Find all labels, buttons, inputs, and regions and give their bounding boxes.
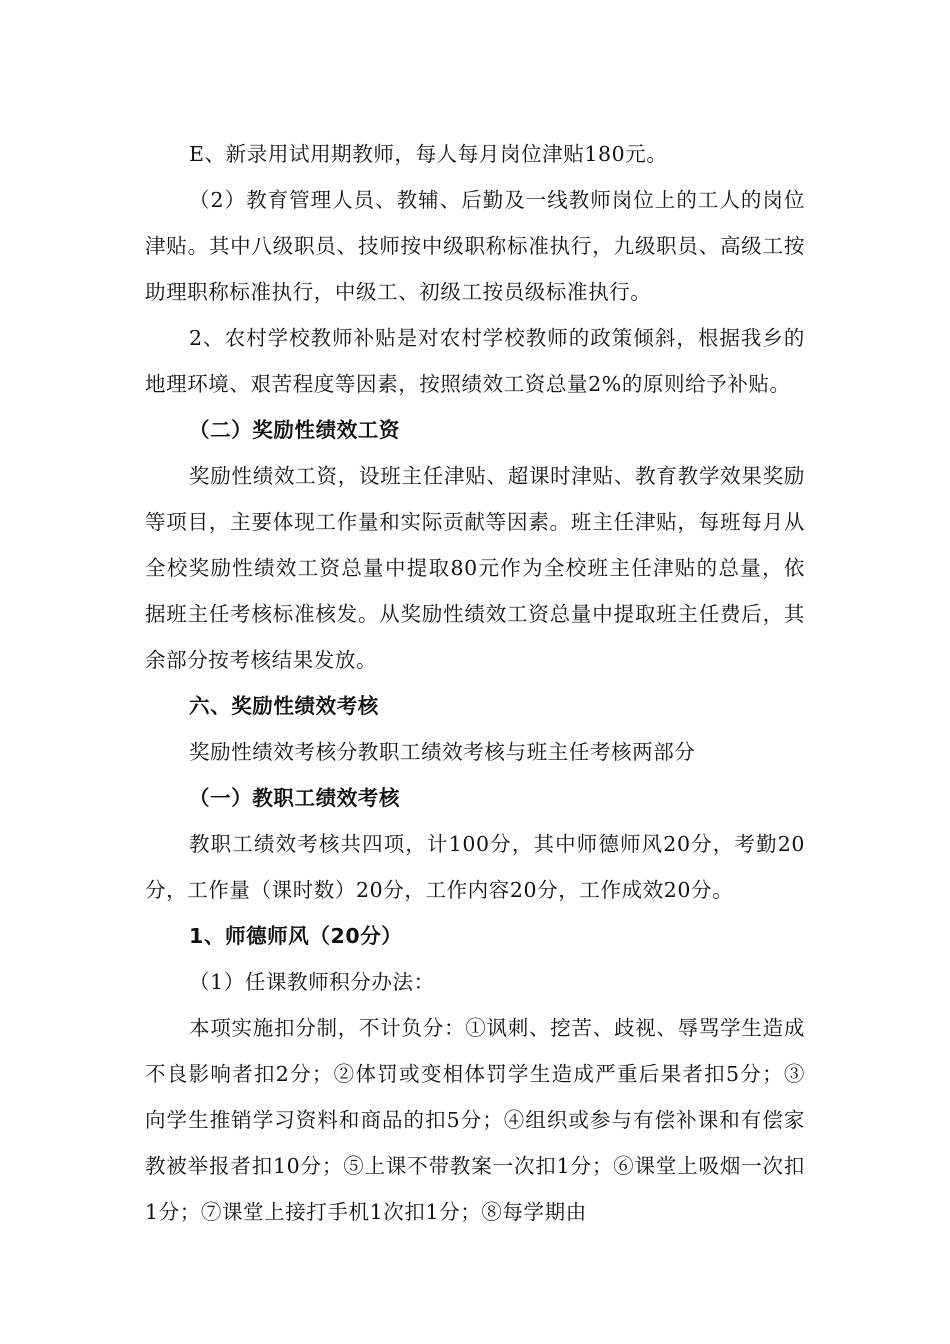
paragraph-rural-subsidy: 2、农村学校教师补贴是对农村学校教师的政策倾斜，根据我乡的地理环境、艰苦程度等因素，按照绩效工资总量2%的原则给予补贴。 [145,326,805,396]
paragraph-new-teacher-allowance: E、新录用试用期教师，每人每月岗位津贴180元。 [189,142,668,166]
paragraph-incentive-pay: 奖励性绩效工资，设班主任津贴、超课时津贴、教育教学效果奖励等项目，主要体现工作量和实际贡献等因素。班主任津贴，每班每月从全校奖励性绩效工资总量中提取80元作为全校班主任津贴的总量，依据班主任考核标准核发。从奖励性绩效工资总量中提取班主任费后，其余部分按考核结果发放。 [145,464,805,672]
document-body [145,131,805,1235]
paragraph-staff-allowance: （2）教育管理人员、教辅、后勤及一线教师岗位上的工人的岗位津贴。其中八级职员、技师按中级职称标准执行，九级职员、高级工按助理职称标准执行，中级工、初级工按员级标准执行。 [145,188,805,304]
heading-incentive-pay: （二）奖励性绩效工资 [189,418,400,442]
heading-teacher-ethics: 1、师德师风（20分） [189,924,403,948]
paragraph-assessment-parts: 奖励性绩效考核分教职工绩效考核与班主任考核两部分 [189,740,696,764]
heading-staff-assessment: （一）教职工绩效考核 [189,786,400,810]
paragraph-scoring-method: （1）任课教师积分办法： [189,970,435,994]
paragraph-assessment-items: 教职工绩效考核共四项，计100分，其中师德师风20分，考勤20分，工作量（课时数）20分，工作内容20分，工作成效20分。 [145,832,805,902]
paragraph-deduction-rules: 本项实施扣分制，不计负分：①讽刺、挖苦、歧视、辱骂学生造成不良影响者扣2分；②体罚或变相体罚学生造成严重后果者扣5分；③向学生推销学习资料和商品的扣5分；④组织或参与有偿补课和有偿家教被举报者扣10分；⑤上课不带教案一次扣1分；⑥课堂上吸烟一次扣1分；⑦课堂上接打手机1次扣1分；⑧每学期由 [145,1016,805,1224]
heading-section-six: 六、奖励性绩效考核 [189,694,379,718]
